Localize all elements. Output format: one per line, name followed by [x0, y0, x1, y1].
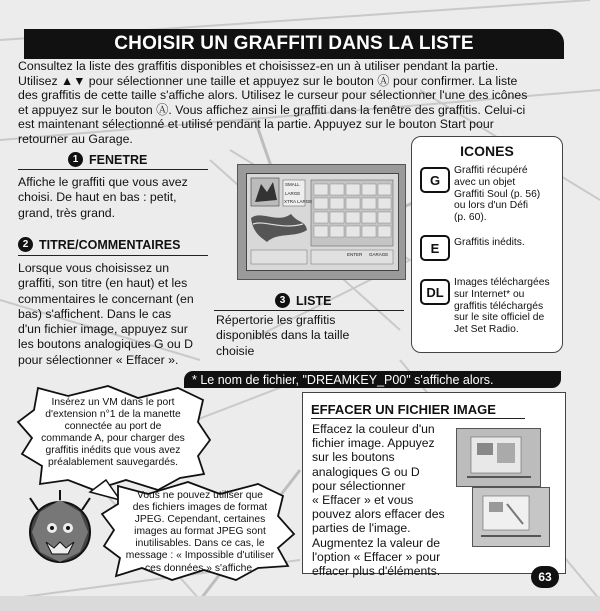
intro-paragraph	[18, 59, 563, 147]
text-line: connectée au port de	[64, 421, 162, 433]
bubble-two-text	[120, 490, 280, 575]
section-titre-text	[18, 261, 194, 368]
intro-line: et appuyez sur le bouton Ⓐ. Vous affichez ainsi le graffiti dans la fenêtre des graffitis. Celui-ci	[18, 102, 526, 117]
page-title-bar	[24, 29, 564, 59]
intro-line: est maintenant sélectionné et utilisé pendant la partie. Appuyez sur le bouton Start pour	[18, 117, 494, 132]
text-line: pour sélectionner	[312, 478, 406, 493]
text-line: Insérez un VM dans le port	[51, 397, 175, 408]
icon-dl-badge: DL	[420, 279, 450, 305]
text-line: (p. 60).	[454, 212, 487, 224]
erase-title: EFFACER UN FICHIER IMAGE	[311, 402, 496, 417]
intro-line: Utilisez ▲▼ pour sélectionner une taille et appuyez sur le bouton Ⓐ pour confirmer. La liste	[18, 73, 518, 88]
text-line: graffitis inédits que vous avez	[45, 445, 181, 457]
page-title: CHOISIR UN GRAFFITI DANS LA LISTE	[114, 33, 474, 54]
game-screenshot	[237, 164, 406, 280]
section-title: FENETRE	[89, 152, 148, 167]
icon-e-badge: E	[420, 235, 450, 261]
icon-dl-description	[454, 277, 550, 336]
section-number-badge: 2	[18, 237, 33, 252]
screenshot-bottom-label: GARAGE	[369, 252, 389, 257]
text-line: l'option « Effacer » pour	[312, 549, 441, 564]
text-line: Graffitis inédits.	[454, 237, 525, 248]
bubble-one-text	[28, 397, 198, 470]
erase-example-photo-before	[456, 428, 541, 487]
text-line: analogiques G ou D	[312, 464, 420, 479]
text-line: préalablement sauvegardés.	[48, 457, 178, 469]
text-line: Images téléchargées	[454, 277, 550, 288]
text-line: images au format JPEG sont	[134, 526, 266, 538]
text-line: fichier image. Appuyez	[312, 436, 435, 451]
page-number: 63	[531, 566, 559, 588]
icons-title: ICONES	[460, 143, 514, 159]
footnote-text: * Le nom de fichier, "DREAMKEY_P00" s'affiche alors.	[192, 372, 494, 387]
erase-example-photo-after	[472, 487, 550, 547]
screenshot-size-label: SMALL	[285, 182, 300, 187]
text-line: Affiche le graffiti que vous avez	[18, 175, 188, 189]
text-line: parties de l'image.	[312, 521, 411, 536]
text-line: choisie	[216, 343, 255, 358]
icon-g-badge: G	[420, 167, 450, 193]
text-line: commande A, pour charger des	[41, 433, 185, 445]
section-titre-heading	[18, 237, 180, 252]
text-line: Augmentez la valeur de	[312, 535, 441, 550]
text-line: sur les boutons	[312, 450, 395, 465]
section-divider	[18, 169, 208, 170]
text-line: pour sélectionner « Effacer ».	[18, 352, 179, 367]
photo-graphic	[473, 488, 549, 546]
text-line: les boutons analogiques G ou D	[18, 337, 194, 352]
text-line: sur Internet* ou	[454, 288, 525, 300]
icon-g-description	[454, 165, 540, 224]
intro-line: retourner au Garage.	[18, 131, 133, 146]
text-line: avec un objet	[454, 176, 516, 188]
text-line: message : « Impossible d'utiliser	[125, 550, 275, 562]
screenshot-bottom-label: ENTER	[347, 252, 363, 257]
section-divider	[214, 310, 404, 311]
text-line: graffitis téléchargés	[454, 300, 544, 312]
section-title: LISTE	[296, 293, 332, 308]
intro-line: Consultez la liste des graffitis disponibles et choisissez-en un à utiliser pendant la partie.	[18, 59, 499, 73]
text-line: bas) s'affichent. Dans le cas	[18, 306, 172, 321]
text-line: des fichiers images de format	[132, 502, 268, 514]
screenshot-size-label: XTRA LARGE	[284, 199, 313, 204]
photo-graphic	[457, 429, 540, 486]
section-title: TITRE/COMMENTAIRES	[39, 237, 181, 252]
text-line: Vous ne pouvez utiliser que	[137, 490, 263, 501]
icons-legend-box	[411, 136, 563, 353]
section-divider	[18, 255, 208, 256]
section-liste-heading	[275, 293, 331, 308]
text-line: commentaires le concernant (en	[18, 291, 194, 306]
section-number-badge: 3	[275, 293, 290, 308]
screenshot-display	[246, 173, 399, 271]
text-line: sur le site officiel de	[454, 312, 545, 324]
section-fenetre-text	[18, 175, 188, 221]
text-line: inutilisables. Dans ce cas, le	[135, 538, 265, 550]
text-line: Graffiti récupéré	[454, 165, 528, 176]
screenshot-size-label: LARGE	[285, 191, 301, 196]
text-line: effacer plus d'éléments.	[312, 564, 441, 579]
intro-line: des graffitis de cette taille s'affiche alors. Utilisez le curseur pour sélectionner l'une des icônes	[18, 88, 528, 103]
text-line: graffiti, son titre (en haut) et les	[18, 276, 188, 291]
text-line: pouvez alors effacer des	[312, 507, 445, 522]
text-line: Effacez la couleur d'un	[312, 422, 435, 436]
mascot-character-icon	[30, 490, 90, 562]
text-line: ces données » s'affiche.	[145, 562, 255, 574]
section-fenetre-heading	[68, 152, 147, 167]
erase-text	[312, 422, 445, 578]
text-line: ou lors d'un Défi	[454, 200, 529, 212]
text-line: d'un fichier image, appuyez sur	[18, 322, 188, 337]
text-line: Répertorie les graffitis	[216, 313, 336, 327]
section-number-badge: 1	[68, 152, 83, 167]
section-liste-text	[216, 313, 349, 359]
text-line: disponibles dans la taille	[216, 328, 350, 343]
text-line: Lorsque vous choisissez un	[18, 261, 170, 275]
text-line: Graffiti Soul (p. 56)	[454, 188, 541, 200]
icon-e-description	[454, 237, 525, 249]
text-line: « Effacer » et vous	[312, 493, 414, 508]
text-line: grand, très grand.	[18, 205, 116, 220]
text-line: JPEG. Cependant, certaines	[134, 514, 266, 526]
text-line: d'extension n°1 de la manette	[45, 409, 181, 421]
text-line: Jet Set Radio.	[454, 324, 519, 336]
erase-title-underline	[311, 418, 525, 419]
text-line: choisi. De haut en bas : petit,	[18, 190, 177, 205]
